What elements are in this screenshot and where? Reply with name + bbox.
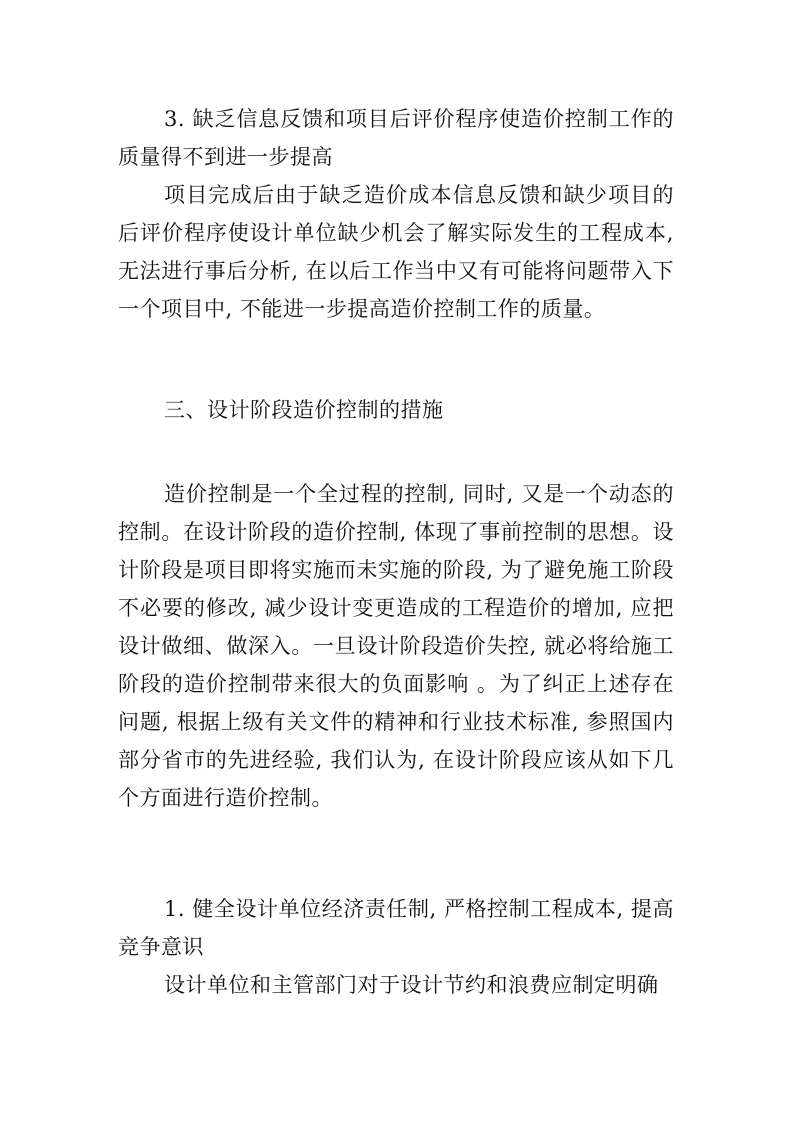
paragraph-3: 设计单位和主管部门对于设计节约和浪费应制定明确 [164, 973, 659, 997]
paragraph-2: 造价控制是一个全过程的控制, 同时, 又是一个动态的控制。在设计阶段的造价控制, 体现了事前控制的思想。设计阶段是项目即将实施而未实施的阶段, 为了避免施工阶段不必要的修改, 减少设计变更造成的工程造价的增加, 应把设计做细、做深入。一旦设计阶段造价失控, 就必将给施工阶段的造价控制带来很大的负面影响 。为了纠正上述存在问题, 根据上级有关文件的精神和行业技术标准, 参照国内部分省市的先进经验, 我们认为, 在设计阶段应该从如下几个方面进行造价控制。 [118, 482, 674, 810]
section-title: 三、设计阶段造价控制的措施 [164, 398, 444, 422]
subheading-3: 3. 缺乏信息反馈和项目后评价程序使造价控制工作的质量得不到进一步提高 [118, 107, 674, 169]
subheading-1: 1. 健全设计单位经济责任制, 严格控制工程成本, 提高竞争意识 [118, 897, 674, 959]
paragraph-1: 项目完成后由于缺乏造价成本信息反馈和缺少项目的后评价程序使设计单位缺少机会了解实际发生的工程成本, 无法进行事后分析, 在以后工作当中又有可能将问题带入下一个项目中, 不能进一步提高造价控制工作的质量。 [118, 183, 674, 321]
